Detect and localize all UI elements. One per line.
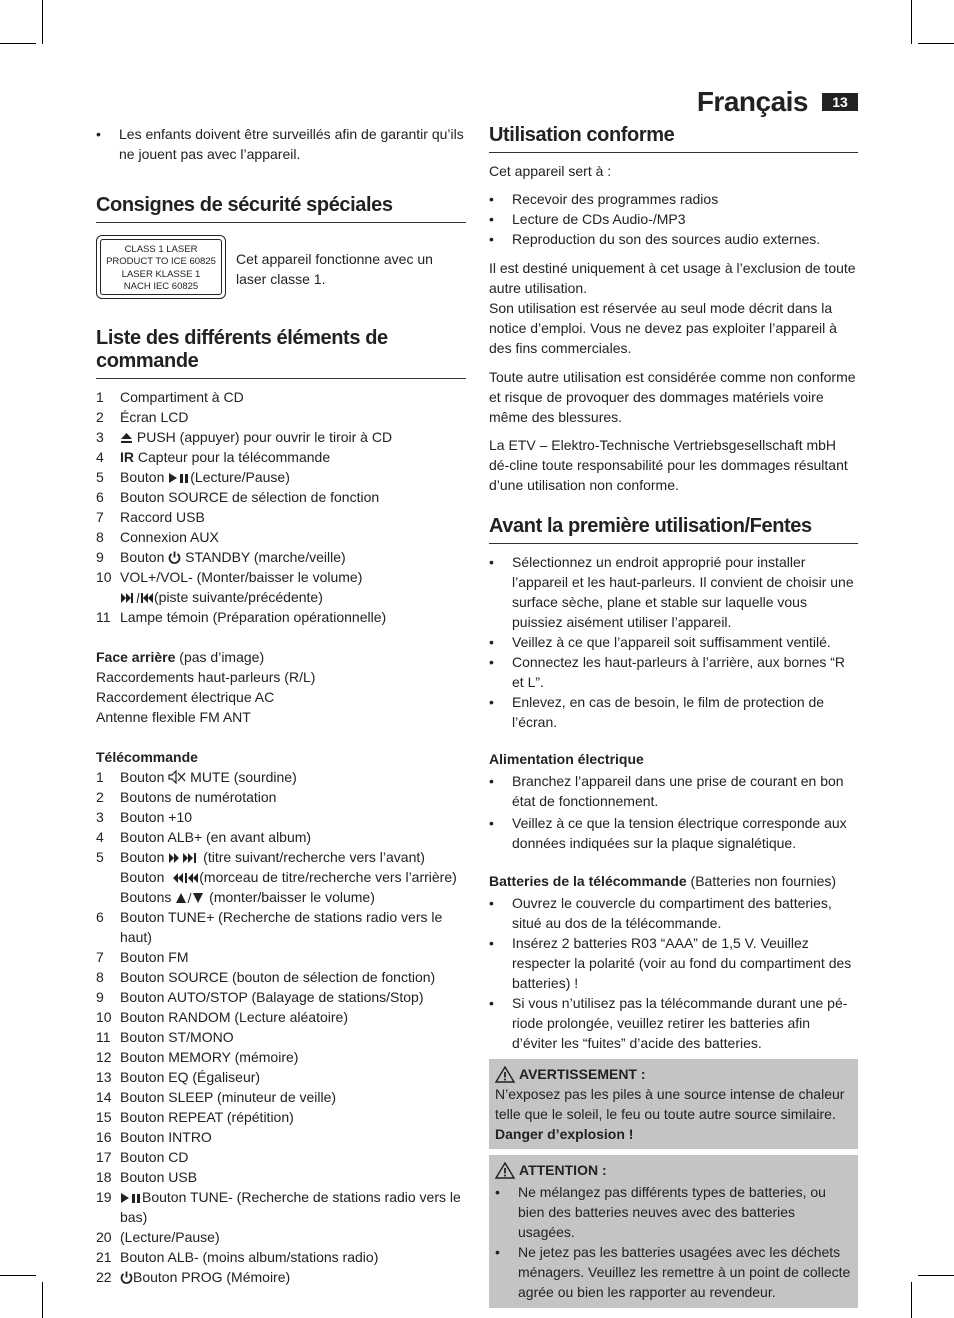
play-pause-icon (120, 1192, 142, 1204)
attention-title: ATTENTION : (519, 1162, 607, 1178)
usage-list (489, 189, 858, 249)
laser-label (96, 235, 226, 299)
list-item: • Connectez les haut-parleurs à l’arrière, aux bornes “R et L”. (489, 652, 858, 692)
list-item: • Branchez l’appareil dans une prise de courant en bon état de fonctionnement. (489, 771, 858, 811)
list-item: 10 VOL+/VOL- (Monter/baisser le volume) (96, 569, 363, 585)
skip-next-prev-icon (120, 592, 154, 604)
rear-line: Raccordement électrique AC (96, 689, 275, 705)
warning-box (489, 1059, 858, 1149)
rewind-skip-icon (168, 872, 199, 884)
left-column (96, 124, 466, 1287)
list-item: 1 Bouton MUTE (sourdine) (96, 769, 297, 785)
page-title: Français (696, 86, 808, 117)
usage-paragraph: Toute autre utilisation est considérée comme non conforme et risque de provoquer des dommages matériels voire même des blessures. (489, 369, 856, 425)
list-item: • Insérez 2 batteries R03 “AAA” de 1,5 V. Veuillez respecter la polarité (voir au fond du compartiment des batteries) ! (489, 933, 858, 993)
list-item: (piste suivante/précédente) (96, 587, 466, 607)
warning-icon (495, 1066, 515, 1083)
list-item: 16 Bouton INTRO (96, 1129, 212, 1145)
crop-mark (918, 1275, 954, 1276)
list-item: 22 Bouton PROG (Mémoire) (96, 1269, 291, 1285)
list-item: 7 Bouton FM (96, 949, 189, 965)
warning-danger: Danger d’explosion ! (495, 1126, 634, 1142)
play-pause-icon (168, 472, 190, 484)
list-item: 11 Bouton ST/MONO (96, 1029, 234, 1045)
laser-section (96, 235, 466, 299)
warning-text: N’exposez pas les piles à une source intense de chaleur telle que le soleil, le feu ou toute autre source similaire. (495, 1086, 845, 1122)
usage-paragraph: La ETV – Elektro-Technische Vertriebsgesellschaft mbH dé-cline toute responsabilité pour les dommages résultant d’une utilisation non conforme. (489, 437, 848, 493)
list-item: Boutons (monter/baisser le volume) (120, 889, 375, 905)
laser-label-line: NACH IEC 60825 (123, 281, 199, 293)
list-item: • Reproduction du son des sources audio externes. (489, 229, 858, 249)
first-use-heading: Avant la première utilisation/Fentes (489, 515, 858, 544)
crop-mark (42, 0, 43, 44)
rear-line: Antenne flexible FM ANT (96, 709, 251, 725)
list-item: 18 Bouton USB (96, 1169, 198, 1185)
laser-label-line: CLASS 1 LASER (124, 244, 198, 255)
controls-list (96, 387, 466, 627)
battery-heading: Batteries de la télécommande (Batteries non fournies) (489, 873, 837, 889)
list-item: Bouton (morceau de titre/recherche vers l’arrière) (120, 869, 457, 885)
crop-mark (0, 1275, 36, 1276)
list-item: 8 Bouton SOURCE (bouton de sélection de fonction) (96, 969, 436, 985)
list-item: • Lecture de CDs Audio-/MP3 (489, 209, 858, 229)
list-item: 13 Bouton EQ (Égaliseur) (96, 1069, 261, 1085)
first-use-list (489, 552, 858, 732)
list-item: • Les enfants doivent être surveillés afin de garantir qu’ils ne jouent pas avec l’appareil. (96, 124, 466, 164)
list-item: 5 Bouton (Lecture/Pause) (96, 469, 290, 485)
usage-paragraph: Son utilisation est réservée au seul mode décrit dans la notice d’emploi. Vous ne devez pas exploiter l’appareil à des fins commerciales. (489, 300, 837, 356)
safety-heading: Consignes de sécurité spéciales (96, 194, 466, 223)
list-item: 7 Raccord USB (96, 509, 205, 525)
controls-heading: Liste des différents éléments de commande (96, 327, 466, 379)
crop-mark (911, 1282, 912, 1318)
remote-list (96, 767, 466, 1287)
list-item: 3 PUSH (appuyer) pour ouvrir le tiroir à CD (96, 429, 393, 445)
list-item: 14 Bouton SLEEP (minuteur de veille) (96, 1089, 337, 1105)
list-item: 21 Bouton ALB- (moins album/stations radio) (96, 1249, 379, 1265)
list-item: • Veillez à ce que l’appareil soit suffisamment ventilé. (489, 632, 858, 652)
list-item: 3 Bouton +10 (96, 809, 193, 825)
list-item: 4 IR Capteur pour la télécommande (96, 449, 331, 465)
list-item: 4 Bouton ALB+ (en avant album) (96, 829, 312, 845)
eject-icon (120, 432, 133, 444)
list-item: 1 Compartiment à CD (96, 389, 244, 405)
usage-paragraph: Il est destiné uniquement à cet usage à l’exclusion de toute autre utilisation. (489, 260, 856, 296)
right-column (489, 124, 858, 1308)
list-item: • Recevoir des programmes radios (489, 189, 858, 209)
list-item: 8 Connexion AUX (96, 529, 219, 545)
list-item: 19 Bouton TUNE- (Recherche de stations radio vers le bas) (96, 1189, 461, 1225)
laser-text: Cet appareil fonctionne avec un laser classe 1. (236, 251, 433, 287)
page-number: 13 (822, 93, 858, 111)
list-item: 9 Bouton AUTO/STOP (Balayage de stations/Stop) (96, 989, 424, 1005)
list-item: 6 Bouton SOURCE de sélection de fonction (96, 489, 380, 505)
battery-list (489, 893, 858, 1053)
power-heading: Alimentation électrique (489, 751, 644, 767)
remote-heading: Télécommande (96, 749, 198, 765)
warning-icon (495, 1162, 515, 1179)
list-item: 15 Bouton REPEAT (répétition) (96, 1109, 294, 1125)
volume-up-down-icon (175, 892, 205, 904)
list-item: 2 Écran LCD (96, 409, 189, 425)
mute-icon (168, 770, 186, 784)
crop-mark (911, 0, 912, 44)
list-item: 11 Lampe témoin (Préparation opérationnelle) (96, 609, 387, 625)
list-item: • Sélectionnez un endroit approprié pour installer l’appareil et les haut-parleurs. Il convient de choisir une surface sèche, plane et stable sur laquelle vous puissiez aisément utiliser l’appareil. (489, 552, 858, 632)
list-item: 9 Bouton STANDBY (marche/veille) (96, 549, 346, 565)
crop-mark (918, 43, 954, 44)
warning-title: AVERTISSEMENT : (519, 1066, 646, 1082)
usage-heading: Utilisation conforme (489, 124, 858, 153)
crop-mark (42, 1282, 43, 1318)
list-item: 6 Bouton TUNE+ (Recherche de stations radio vers le haut) (96, 909, 443, 945)
rear-label: Face arrière (pas d’image) (96, 649, 265, 665)
rear-line: Raccordements haut-parleurs (R/L) (96, 669, 316, 685)
list-item: 17 Bouton CD (96, 1149, 189, 1165)
list-item: 2 Boutons de numérotation (96, 789, 277, 805)
power-icon (168, 551, 181, 564)
list-item: 20 (Lecture/Pause) (96, 1229, 220, 1245)
list-item: • Ouvrez le couvercle du compartiment des batteries, situé au dos de la télécommande. (489, 893, 858, 933)
list-item: • Veillez à ce que la tension électrique corresponde aux données indiquées sur la plaque signalétique. (489, 813, 858, 853)
laser-label-line: LASER KLASSE 1 (121, 268, 201, 280)
list-item: 10 Bouton RANDOM (Lecture aléatoire) (96, 1009, 348, 1025)
attention-box (489, 1155, 858, 1308)
power-icon (120, 1271, 133, 1284)
list-item: • Ne jetez pas les batteries usagées avec les déchets ménagers. Veuillez les remettre à un point de collecte agrée ou bien les rapporter au revendeur. (495, 1242, 851, 1302)
list-item: 12 Bouton MEMORY (mémoire) (96, 1049, 299, 1065)
laser-label-line: PRODUCT TO ICE 60825 (106, 256, 216, 268)
usage-intro: Cet appareil sert à : (489, 163, 612, 179)
list-item: 5 Bouton (titre suivant/recherche vers l’avant) (96, 849, 425, 865)
power-list (489, 771, 858, 853)
forward-skip-icon (168, 852, 199, 864)
list-item: • Si vous n’utilisez pas la télécommande durant une pé-riode prolongée, veuillez retirer les batteries afin d’éviter les “fuites” d’acide des batteries. (489, 993, 858, 1053)
list-item: • Ne mélangez pas différents types de batteries, ou bien des batteries neuves avec des batteries usagées. (495, 1182, 851, 1242)
list-item: • Enlevez, en cas de besoin, le film de protection de l’écran. (489, 692, 858, 732)
crop-mark (0, 43, 36, 44)
